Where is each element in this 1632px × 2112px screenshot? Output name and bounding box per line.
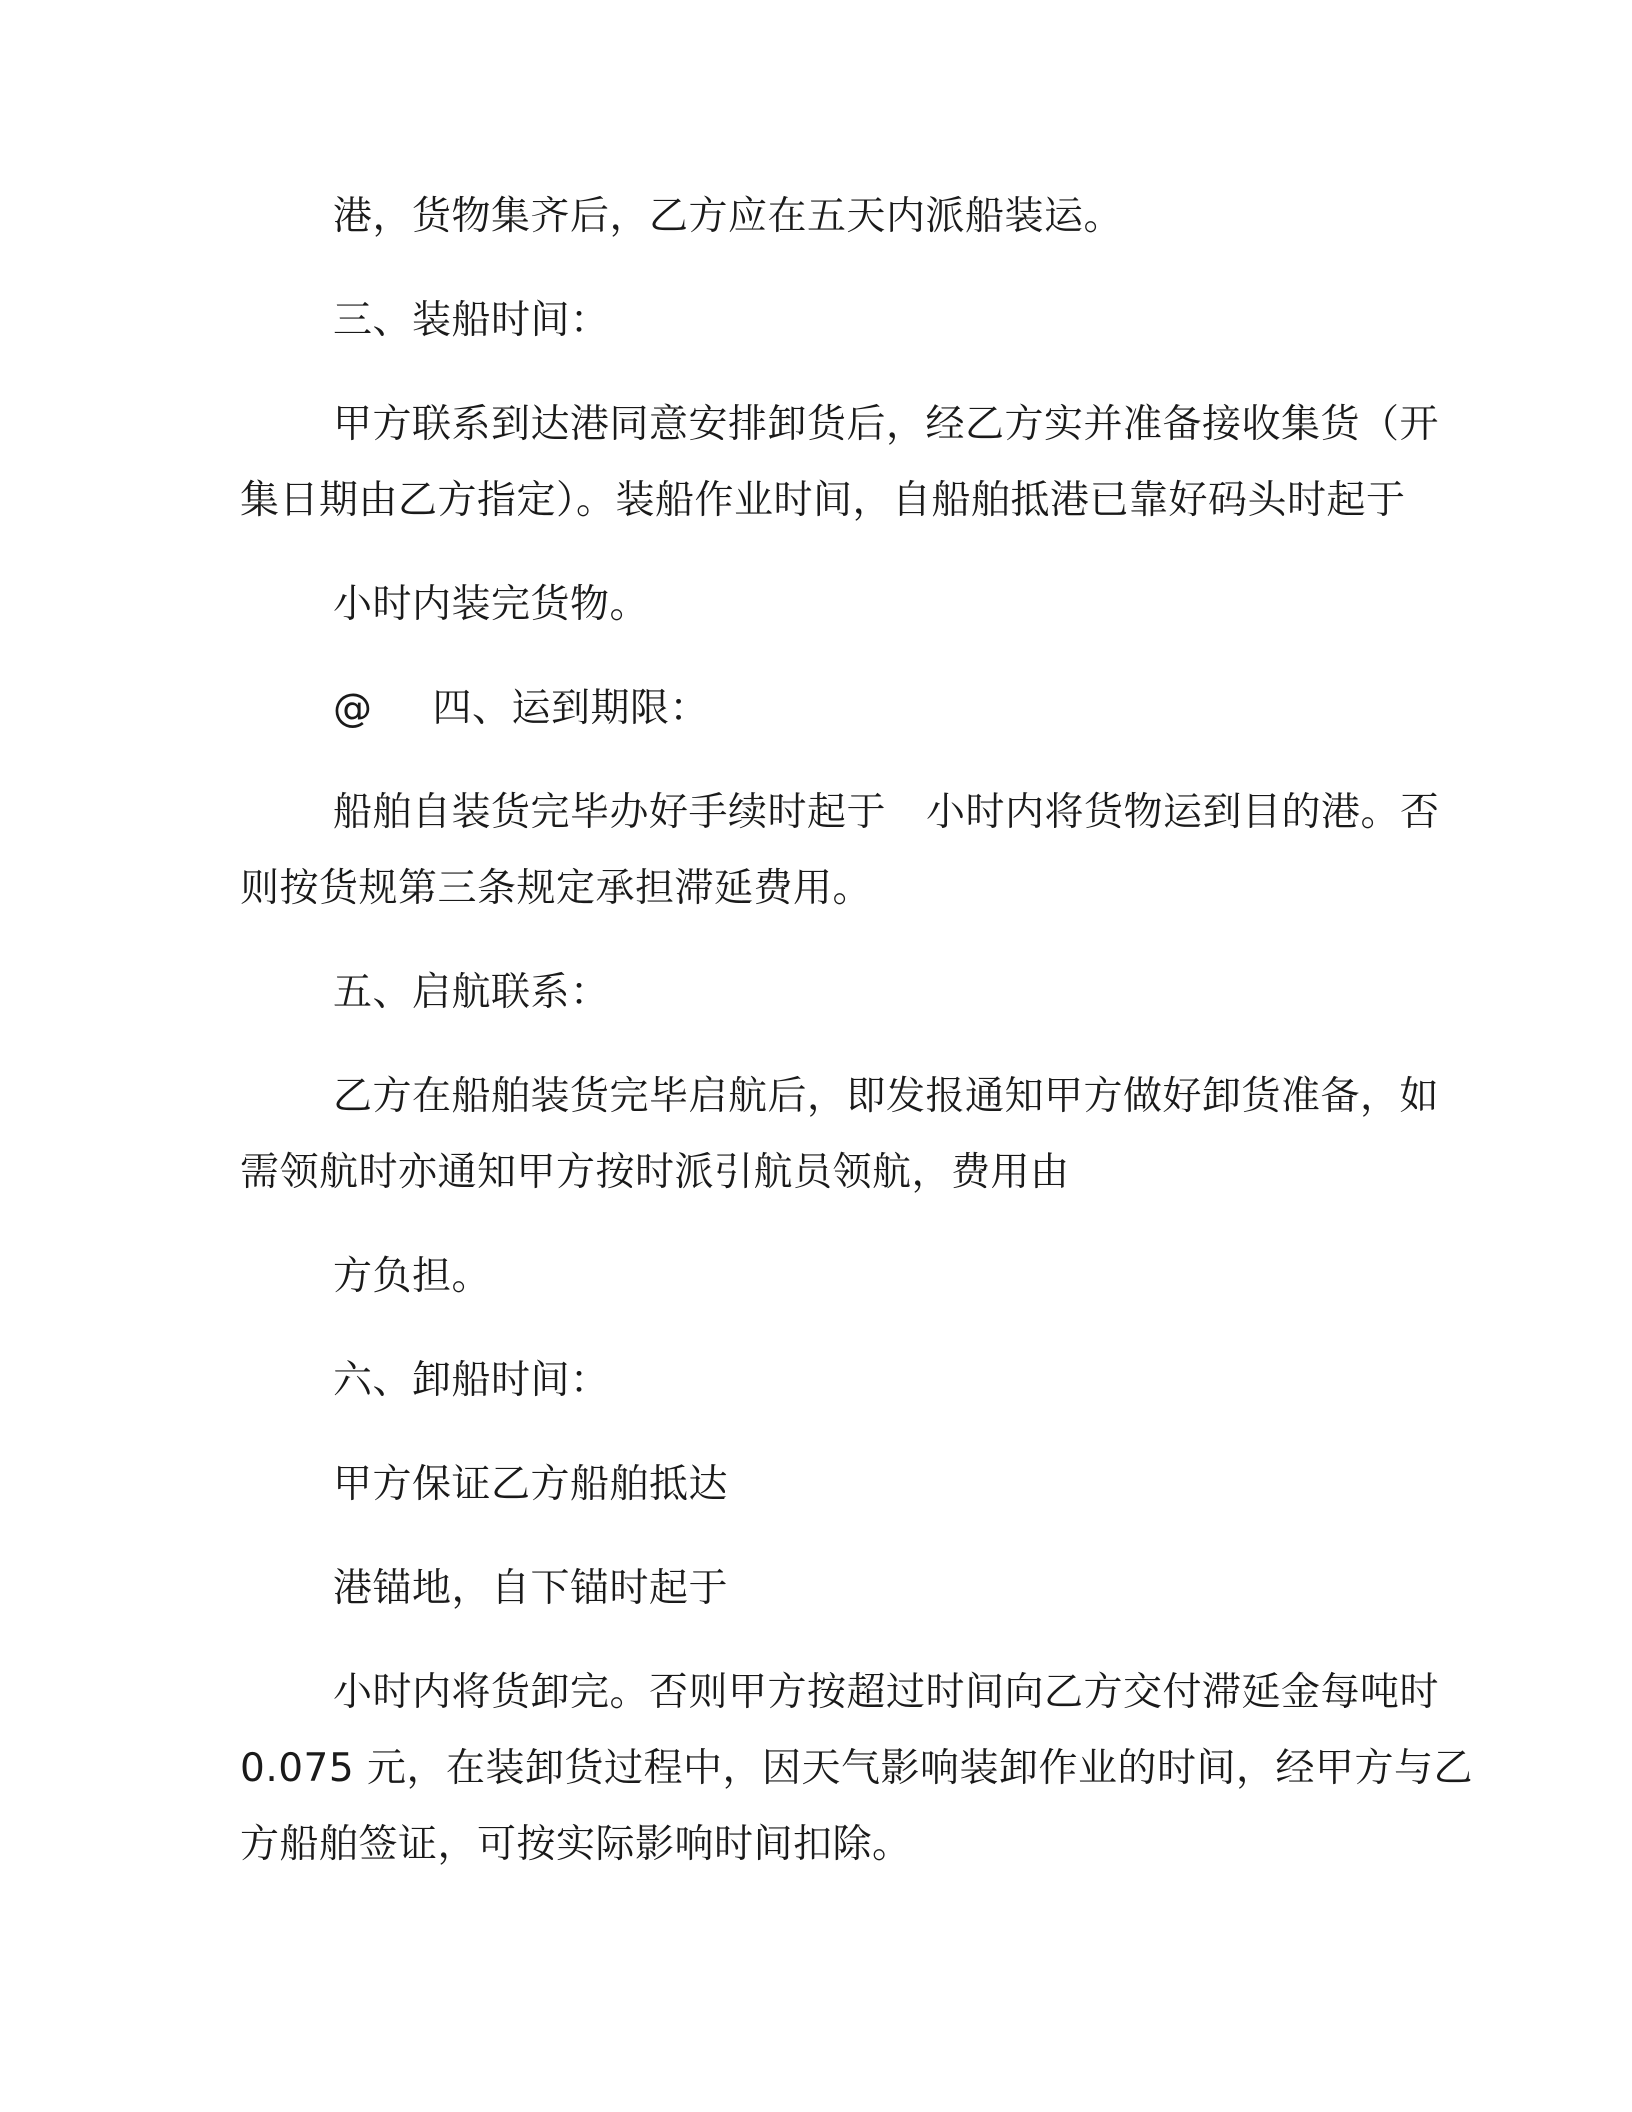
paragraph-line: 港，货物集齐后，乙方应在五天内派船装运。 bbox=[333, 194, 1124, 239]
paragraph-line: 0.075 元，在装卸货过程中，因天气影响装卸作业的时间，经甲方与乙 bbox=[240, 1746, 1474, 1791]
section-heading-departure-contact: 五、启航联系： bbox=[333, 970, 610, 1015]
paragraph-line: 甲方联系到达港同意安排卸货后，经乙方实并准备接收集货（开 bbox=[333, 402, 1440, 447]
paragraph-line: 港锚地，自下锚时起于 bbox=[333, 1566, 729, 1611]
section-heading-loading-time: 三、装船时间： bbox=[333, 298, 610, 343]
line-part: 船舶自装货完毕办好手续时起于 bbox=[333, 790, 887, 835]
paragraph-line: 小时内装完货物。 bbox=[333, 582, 650, 627]
at-symbol: @ bbox=[333, 686, 373, 731]
paragraph-line bbox=[333, 788, 1440, 838]
paragraph-line: 方船舶签证，可按实际影响时间扣除。 bbox=[240, 1822, 912, 1867]
paragraph-line: 小时内将货卸完。否则甲方按超过时间向乙方交付滞延金每吨时 bbox=[333, 1670, 1440, 1715]
paragraph-line: 需领航时亦通知甲方按时派引航员领航，费用由 bbox=[240, 1150, 1070, 1195]
paragraph-line: 乙方在船舶装货完毕启航后，即发报通知甲方做好卸货准备，如 bbox=[333, 1074, 1440, 1119]
paragraph-line: 集日期由乙方指定）。装船作业时间，自船舶抵港已靠好码头时起于 bbox=[240, 478, 1406, 523]
paragraph-line: 甲方保证乙方船舶抵达 bbox=[333, 1462, 729, 1507]
section-heading-unloading-time: 六、卸船时间： bbox=[333, 1358, 610, 1403]
line-part: 小时内将货物运到目的港。否 bbox=[926, 790, 1440, 835]
section-heading-delivery-deadline bbox=[333, 684, 709, 734]
section-heading-text: 四、运到期限： bbox=[432, 686, 710, 731]
paragraph-line: 方负担。 bbox=[333, 1254, 492, 1299]
paragraph-line: 则按货规第三条规定承担滞延费用。 bbox=[240, 866, 873, 911]
